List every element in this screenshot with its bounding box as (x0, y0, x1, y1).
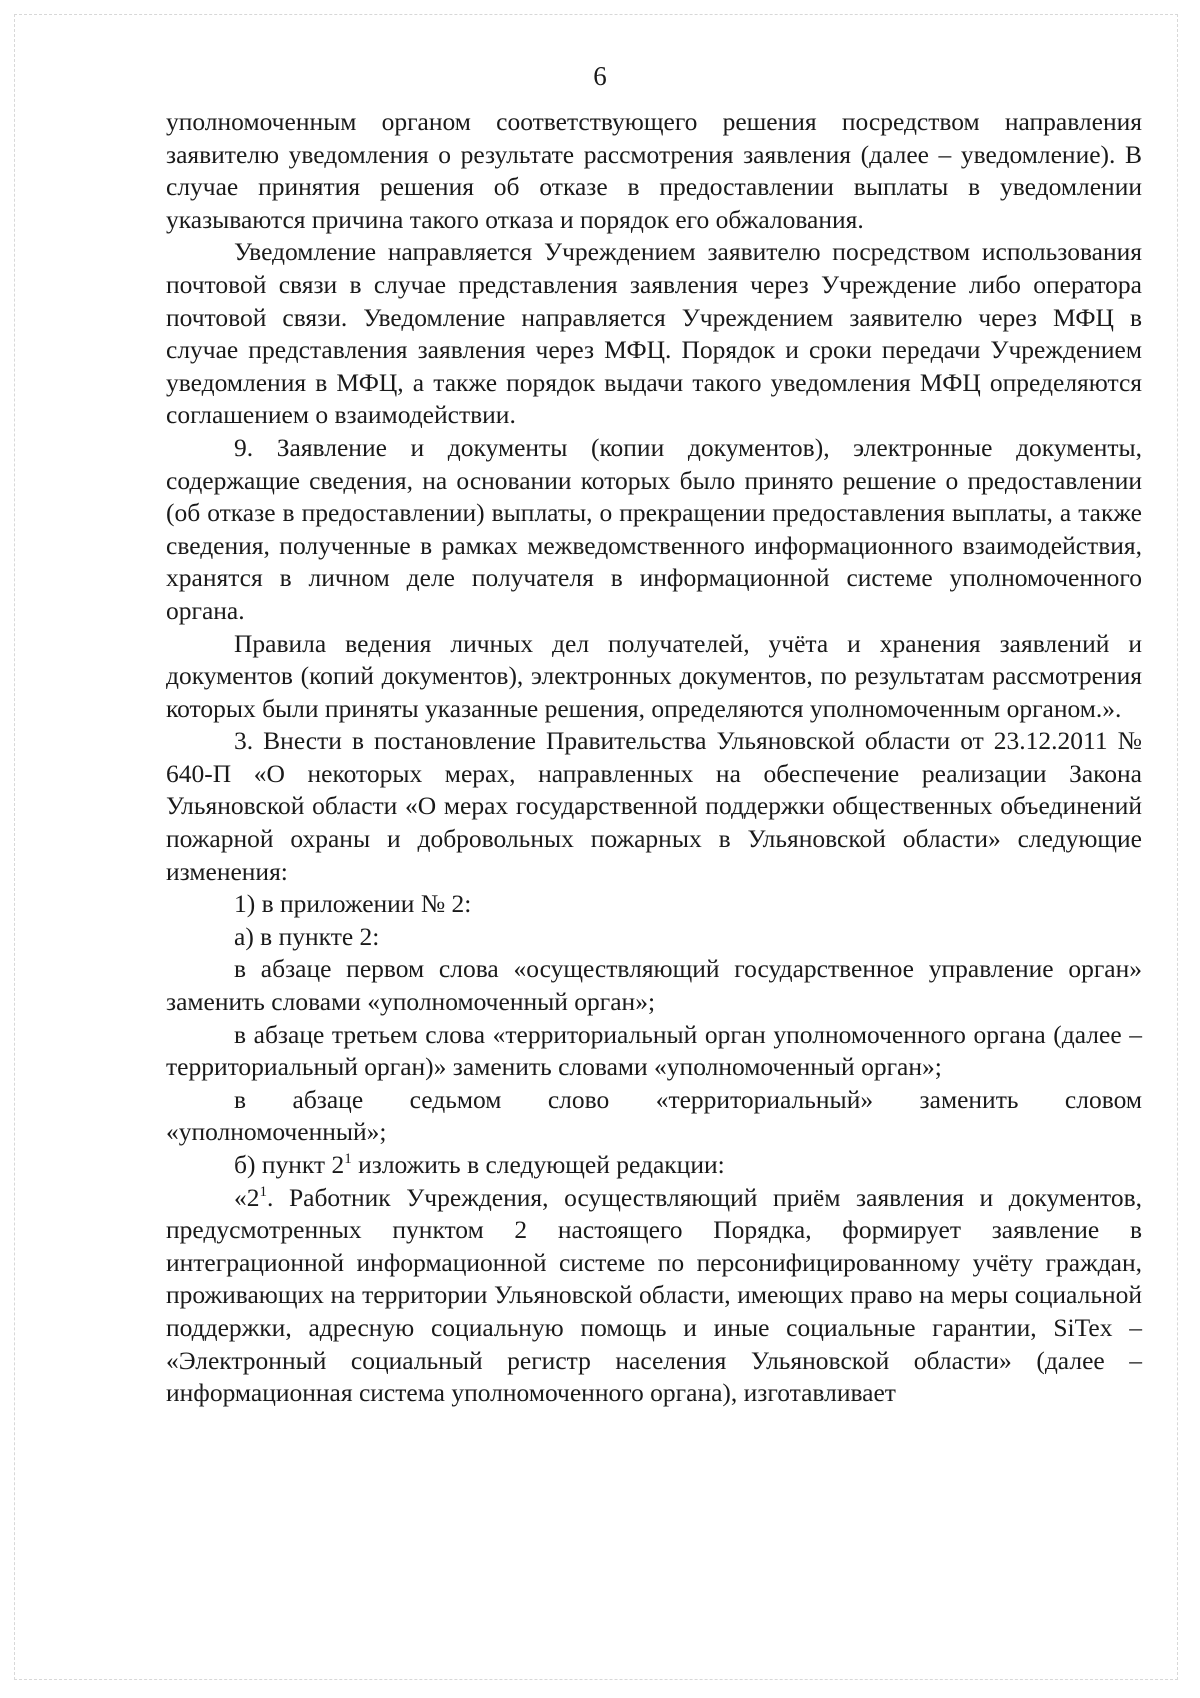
paragraph-item-9: 9. Заявление и документы (копии документов), электронные документы, содержащие сведения, на основании которых было принято решение о предоставлении (об отказе в предоставлении) выплаты, о прекращении предоставления выплаты, а также сведения, полученные в рамках межведомственного информационного взаимодействия, хранятся в личном деле получателя в информационной системе уполномоченного органа. (166, 432, 1142, 625)
sub-b-after: изложить в следующей редакции: (351, 1150, 725, 1179)
paragraph-continuation: уполномоченным органом соответствующего решения посредством направления заявителю уведомления о результате рассмотрения заявления (далее – уведомление). В случае принятия решения об отказе в предоставлении выплаты в уведомлении указываются причина такого отказа и порядок его обжалования. (166, 107, 1142, 234)
paragraph-abzac-3: в абзаце третьем слова «территориальный орган уполномоченного органа (далее – территориальный орган)» заменить словами «уполномоченный орган»; (166, 1019, 1142, 1082)
sub-b-superscript: 1 (344, 1151, 352, 1167)
paragraph-notification: Уведомление направляется Учреждением заявителю посредством использования почтовой связи в случае представления заявления через Учреждение либо оператора почтовой связи. Уведомление направляется Учреждением заявителю через МФЦ в случае представления заявления через МФЦ. Порядок и сроки передачи Учреждением уведомления в МФЦ, а также порядок выдачи такого уведомления МФЦ определяются соглашением о взаимодействии. (166, 237, 1142, 430)
paragraph-item-3: 3. Внести в постановление Правительства Ульяновской области от 23.12.2011 № 640-П «О некоторых мерах, направленных на обеспечение реализации Закона Ульяновской области «О мерах государственной поддержки общественных объединений пожарной охраны и добровольных пожарных в Ульяновской области» следующие изменения: (166, 726, 1142, 886)
paragraph-abzac-7: в абзаце седьмом слово «территориальный» заменить словом «уполномоченный»; (166, 1084, 1142, 1147)
paragraph-sub-1: 1) в приложении № 2: (234, 889, 472, 919)
paragraph-rules: Правила ведения личных дел получателей, учёта и хранения заявлений и документов (копий документов), электронных документов, по результатам рассмотрения которых были приняты указанные решения, определяются уполномоченным органом.». (166, 628, 1142, 723)
paragraph-sub-b (166, 1149, 1142, 1182)
quote-before: «2 (234, 1182, 260, 1212)
document-body (166, 106, 1142, 1410)
paragraph-sub-a: а) в пункте 2: (234, 921, 380, 951)
paragraph-abzac-1: в абзаце первом слова «осуществляющий государственное управление орган» заменить словами «уполномоченный орган»; (166, 954, 1142, 1017)
page-number: 6 (593, 61, 607, 91)
quote-superscript: 1 (259, 1183, 267, 1200)
quote-after: . Работник Учреждения, осуществляющий приём заявления и документов, предусмотренных пунктом 2 настоящего Порядка, формирует заявление в интеграционной информационной системе по персонифицированному учёту граждан, проживающих на территории Ульяновской области, имеющих право на меры социальной поддержки, адресную социальную помощь и иные социальные гарантии, SiTex – «Электронный социальный регистр населения Ульяновской области» (далее – информационная система уполномоченного органа), изготавливает (166, 1182, 1142, 1408)
sub-b-before: б) пункт 2 (234, 1150, 345, 1179)
paragraph-quote-2-1 (166, 1182, 1142, 1410)
